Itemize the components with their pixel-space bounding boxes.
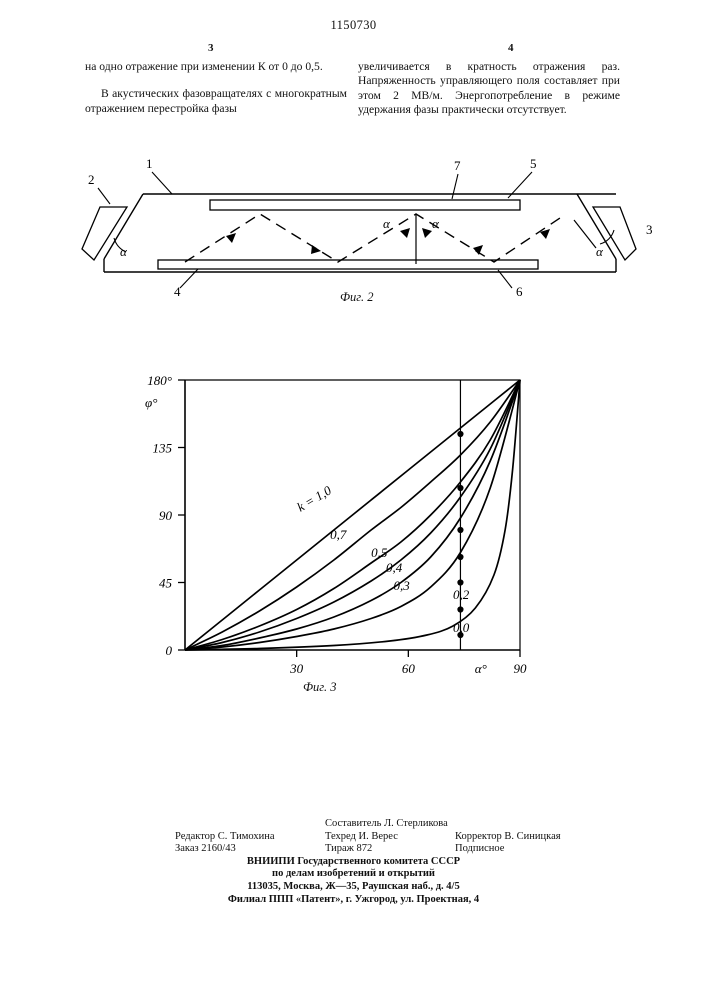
curve-marker [457,579,463,585]
figure-2-caption: Фиг. 2 [340,290,374,304]
y-tick-label: 135 [152,440,172,456]
imprint-corrector: Корректор В. Синицкая [455,830,561,842]
curve-marker [457,485,463,491]
column-number-right: 4 [508,42,514,54]
fig2-label-6: 6 [516,284,523,299]
fig2-label-3: 3 [646,222,653,237]
x-tick-label: 30 [290,661,304,676]
x-tick-label: 90 [513,661,527,676]
curve-marker [457,554,463,560]
curve-label: k = 1,0 [294,482,334,515]
curve-label: 0,2 [453,587,470,602]
imprint-techred: Техред И. Верес [325,830,398,842]
fig2-alpha-right: α [596,244,603,259]
curve-marker [457,527,463,533]
fig2-label-7: 7 [454,158,461,173]
fig2-alpha-mid-right: α [432,216,439,231]
curve-label: 0,0 [453,620,470,635]
imprint-editor: Редактор С. Тимохина [175,830,275,842]
curve-marker [457,606,463,612]
fig2-label-4: 4 [174,284,181,299]
fig2-alpha-mid-left: α [383,216,390,231]
imprint-org-line1: ВНИИПИ Государственного комитета СССР [246,855,461,867]
imprint-circulation: Тираж 872 [325,843,373,855]
y-tick-label: 180° [147,373,172,388]
y-tick-label: 0 [165,643,172,658]
column-number-left: 3 [208,42,214,54]
curve-label: 0,3 [393,578,410,593]
figure-3-caption: Фиг. 3 [303,680,337,694]
document-number: 1150730 [330,18,377,32]
text-column-right [358,60,620,118]
paragraph: на одно отражение при изменении К от 0 до 0,5. [85,60,323,73]
paragraph: увеличивается в кратность отражения раз. Напряженность управляющего поля составляет при этом 2 МВ/м. Энергопотребление в режиме удержания фазы практически отсутствует. [358,60,620,117]
paragraph: В акустических фазовращателях с многократным отражением перестройка фазы [85,87,347,115]
curve-label: 0,4 [386,560,403,575]
imprint-address: 113035, Москва, Ж—35, Раушская наб., д. 4/5 [247,880,460,892]
curve-label: 0,5 [371,545,388,560]
figure-2 [80,152,653,317]
text-column-left [85,60,347,116]
figure-3-chart [120,360,540,705]
fig2-label-2: 2 [88,172,95,187]
figure-3 [120,360,540,705]
fig2-label-5: 5 [530,156,537,171]
curve-label: 0,7 [330,527,347,542]
fig2-label-1: 1 [146,156,153,171]
x-axis-label: α° [474,661,487,676]
imprint-compiler: Составитель Л. Стерликова [325,818,448,829]
imprint-branch: Филиал ППП «Патент», г. Ужгород, ул. Проектная, 4 [227,893,480,905]
x-tick-label: 60 [401,661,415,676]
y-axis-label: φ° [145,395,158,410]
imprint-org-line2: по делам изобретений и открытий [272,868,435,880]
fig2-alpha-left: α [120,244,127,259]
y-tick-label: 45 [159,575,172,591]
curve-marker [457,431,463,437]
imprint-subscription: Подписное [455,843,505,855]
imprint-block [0,818,707,906]
imprint-order: Заказ 2160/43 [175,843,236,855]
y-tick-label: 90 [159,508,172,523]
